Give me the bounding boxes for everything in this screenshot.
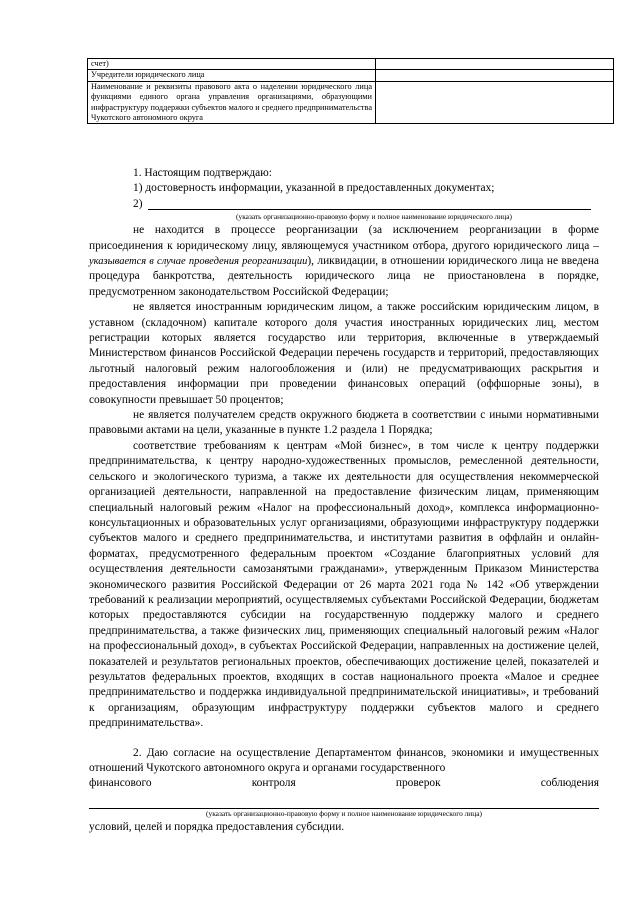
confirm-paragraph-4: соответствие требованиям к центрам «Мой бизнес», в том числе к центру поддержки предпринимательства, к центру народно-художественных промыслов, ремесленной деятельности, сельского и экологического туризма, а также их деятельности для осуществления некоммерческой организацией деятельности, направленной на предоставление физическим лицам, применяющим специальный налоговый режим «Налог на профессиональный доход», комплекса информационно-консультационных и образовательных услуг организациями, образующими инфраструктуру поддержки субъектов малого и среднего предпринимательства, и институтами развития в оффлайн и онлайн-форматах, предусмотренного федеральным проектом «Создание благоприятных условий для осуществления деятельности самозанятыми гражданами», утвержденным Приказом Министерства экономического развития Российской Федерации от 26 марта 2021 года № 142 «Об утверждении требований к реализации мероприятий, осуществляемых субъектами Российской Федерации, бюджетам которых предоставляются субсидии на государственную поддержку малого и среднего предпринимательства, а также физических лиц, применяющих специальный налоговый режим «Налог на профессиональный доход», в субъектах Российской Федерации, направленных на достижение целей, показателей и результатов региональных проектов, обеспечивающих достижение целей, показателей и результатов федеральных проектов, входящих в состав национального проекта «Малое и среднее предпринимательство и поддержка индивидуальной предпринимательской инициативы», и требований к организациям, образующим инфраструктуру поддержки субъектов малого и среднего предпринимательства». [89,439,599,730]
consent-word: соблюдения [540,777,599,790]
confirm-item-2-number: 2) [133,197,143,210]
confirm-item-1: 1) достоверность информации, указанной в предоставленных документах; [133,182,495,195]
table-cell-value [376,81,614,124]
consent-paragraph: 2. Даю согласие на осуществление Департаментом финансов, экономики и имущественных отношений Чукотского автономного округа и органами государственного [89,746,599,775]
consent-word: финансового [89,777,152,790]
italic-note: указывается в случае проведения реорганизации [89,256,308,268]
info-table [87,58,614,124]
consent-word: контроля [251,777,296,790]
field-hint: (указать организационно-правовую форму и полное наименование юридического лица) [236,212,512,222]
document-body [89,166,599,835]
field-hint: (указать организационно-правовую форму и полное наименование юридического лица) [206,808,482,818]
confirm-heading: 1. Настоящим подтверждаю: [133,167,272,179]
confirm-paragraph-2: не является иностранным юридическим лицом, а также российским юридическим лицом, в уставном (складочном) капитале которого доля участия иностранных юридических лиц, местом регистрации которых является государство или территория, включенные в утверждаемый Министерством финансов Российской Федерации перечень государств и территорий, предоставляющих льготный налоговый режим налогообложения и (или) не предусматривающих раскрытия и предоставления информации при проведении финансовых операций (оффшорные зоны), в совокупности превышает 50 процентов; [89,301,599,406]
table-row [88,70,614,81]
paragraph-text: не находится в процессе реорганизации (за исключением реорганизации в форме присоединения к юридическому лицу, являющемуся участником отбора, другого юридического лица – [89,224,599,252]
table-cell-label: Учредители юридического лица [88,70,376,81]
table-cell-label: Наименование и реквизиты правового акта о наделении юридического лица функциями единого органа управления организациями, образующими инфраструктуру поддержки субъектов малого и среднего предпринимательства Чукотского автономного округа [88,81,376,124]
fill-line-2 [89,197,599,212]
consent-last-line: условий, целей и порядка предоставления субсидии. [89,820,345,833]
paragraph-text: ), ликвидации, в отношении юридического лица не введена процедура банкротства, деятельность юридического лица не приостановлена в порядке, предусмотренном законодательством Российской Федерации; [89,255,599,298]
table-row [88,81,614,124]
table-cell-label: счет) [88,59,376,70]
table-row [88,59,614,70]
blank-line [148,209,591,210]
spacer [89,732,599,746]
confirm-paragraph-3: не является получателем средств окружного бюджета в соответствии с иными нормативными правовыми актами на цели, указанные в пункте 1.2 раздела 1 Порядка; [89,409,599,437]
confirm-paragraph-1 [89,223,599,300]
table-cell-value [376,70,614,81]
consent-word: проверок [395,777,441,790]
consent-spread-line [89,776,599,791]
table-cell-value [376,59,614,70]
